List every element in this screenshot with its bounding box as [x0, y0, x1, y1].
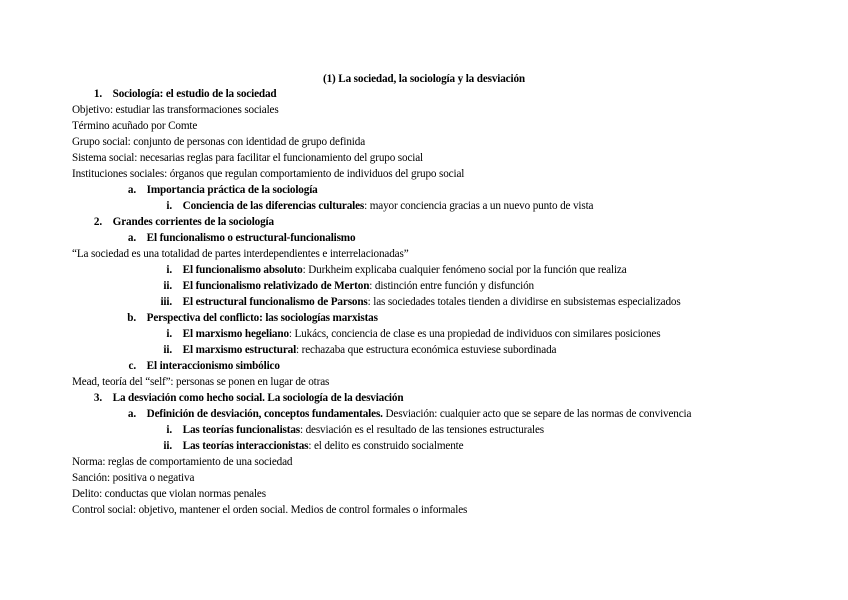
subsection-heading: [124, 407, 691, 422]
item-description: : desviación es el resultado de las tensiones estructurales: [299, 424, 545, 436]
subsection-title: El interaccionismo simbólico: [146, 360, 280, 372]
item-description: : distinción entre función y disfunción: [369, 280, 534, 292]
body-line: Sanción: positiva o negativa: [72, 472, 195, 484]
item-number: iii.: [160, 296, 172, 308]
item-description: : rechazaba que estructura económica estuviese subordinada: [296, 344, 557, 356]
item-description: : mayor conciencia gracias a un nuevo punto de vista: [364, 200, 594, 212]
body-line: Objetivo: estudiar las transformaciones sociales: [72, 104, 279, 116]
item-number: ii.: [163, 440, 172, 452]
item-term: El estructural funcionalismo de Parsons: [182, 296, 368, 308]
list-item: [150, 439, 463, 454]
subsection-number: a.: [127, 232, 136, 244]
subsection-title: Definición de desviación, conceptos fundamentales.: [146, 408, 383, 420]
subsection-title: Perspectiva del conflicto: las sociologías marxistas: [146, 312, 378, 324]
section-title: Grandes corrientes de la sociología: [112, 216, 274, 228]
body-line: Delito: conductas que violan normas penales: [72, 488, 266, 500]
subsection-number: a.: [127, 408, 136, 420]
subsection-heading: [124, 231, 355, 246]
subsection-heading: [124, 359, 280, 374]
quote-line: “La sociedad es una totalidad de partes interdependientes e interrelacionadas”: [72, 248, 409, 260]
body-line: Término acuñado por Comte: [72, 120, 198, 132]
list-item: [150, 279, 534, 294]
item-term: El marxismo hegeliano: [182, 328, 289, 340]
section-heading: [88, 391, 403, 406]
list-item: [150, 327, 660, 342]
subsection-title: El funcionalismo o estructural-funcionalismo: [146, 232, 356, 244]
list-item: [150, 343, 556, 358]
item-term: El funcionalismo relativizado de Merton: [182, 280, 370, 292]
item-description: : Lukács, conciencia de clase es una propiedad de individuos con similares posiciones: [288, 328, 661, 340]
list-item: [150, 423, 544, 438]
section-heading: [88, 87, 276, 102]
body-line: Instituciones sociales: órganos que regulan comportamiento de individuos del grupo social: [72, 168, 465, 180]
item-description: : el delito es construido socialmente: [308, 440, 464, 452]
item-term: Las teorías funcionalistas: [182, 424, 300, 436]
subsection-number: a.: [127, 184, 136, 196]
item-term: Conciencia de las diferencias culturales: [182, 200, 365, 212]
item-description: : las sociedades totales tienden a dividirse en subsistemas especializados: [367, 296, 681, 308]
item-number: i.: [166, 200, 172, 212]
item-number: i.: [166, 264, 172, 276]
section-title: Sociología: el estudio de la sociedad: [112, 88, 277, 100]
subsection-heading: [124, 183, 318, 198]
body-line: Norma: reglas de comportamiento de una sociedad: [72, 456, 293, 468]
section-heading: [88, 215, 274, 230]
body-line: Sistema social: necesarias reglas para facilitar el funcionamiento del grupo social: [72, 152, 424, 164]
item-term: El funcionalismo absoluto: [182, 264, 303, 276]
section-number: 2.: [93, 216, 102, 228]
list-item: [150, 199, 593, 214]
item-term: Las teorías interaccionistas: [182, 440, 309, 452]
subsection-description: Desviación: cualquier acto que se separe de las normas de convivencia: [382, 408, 692, 420]
item-term: El marxismo estructural: [182, 344, 297, 356]
item-number: ii.: [163, 344, 172, 356]
subsection-number: b.: [127, 312, 136, 324]
subsection-heading: [124, 311, 378, 326]
item-description: : Durkheim explicaba cualquier fenómeno social por la función que realiza: [302, 264, 627, 276]
section-title: La desviación como hecho social. La sociología de la desviación: [112, 392, 404, 404]
item-number: ii.: [163, 280, 172, 292]
body-line: Control social: objetivo, mantener el orden social. Medios de control formales o informales: [72, 504, 468, 516]
list-item: [150, 295, 681, 310]
list-item: [150, 263, 627, 278]
subsection-number: c.: [128, 360, 136, 372]
section-number: 1.: [93, 88, 102, 100]
body-line: Grupo social: conjunto de personas con identidad de grupo definida: [72, 136, 366, 148]
item-number: i.: [166, 424, 172, 436]
page-title: (1) La sociedad, la sociología y la desviación: [323, 73, 525, 85]
body-line: Mead, teoría del “self”: personas se ponen en lugar de otras: [72, 376, 330, 388]
item-number: i.: [166, 328, 172, 340]
section-number: 3.: [93, 392, 102, 404]
subsection-title: Importancia práctica de la sociología: [146, 184, 318, 196]
